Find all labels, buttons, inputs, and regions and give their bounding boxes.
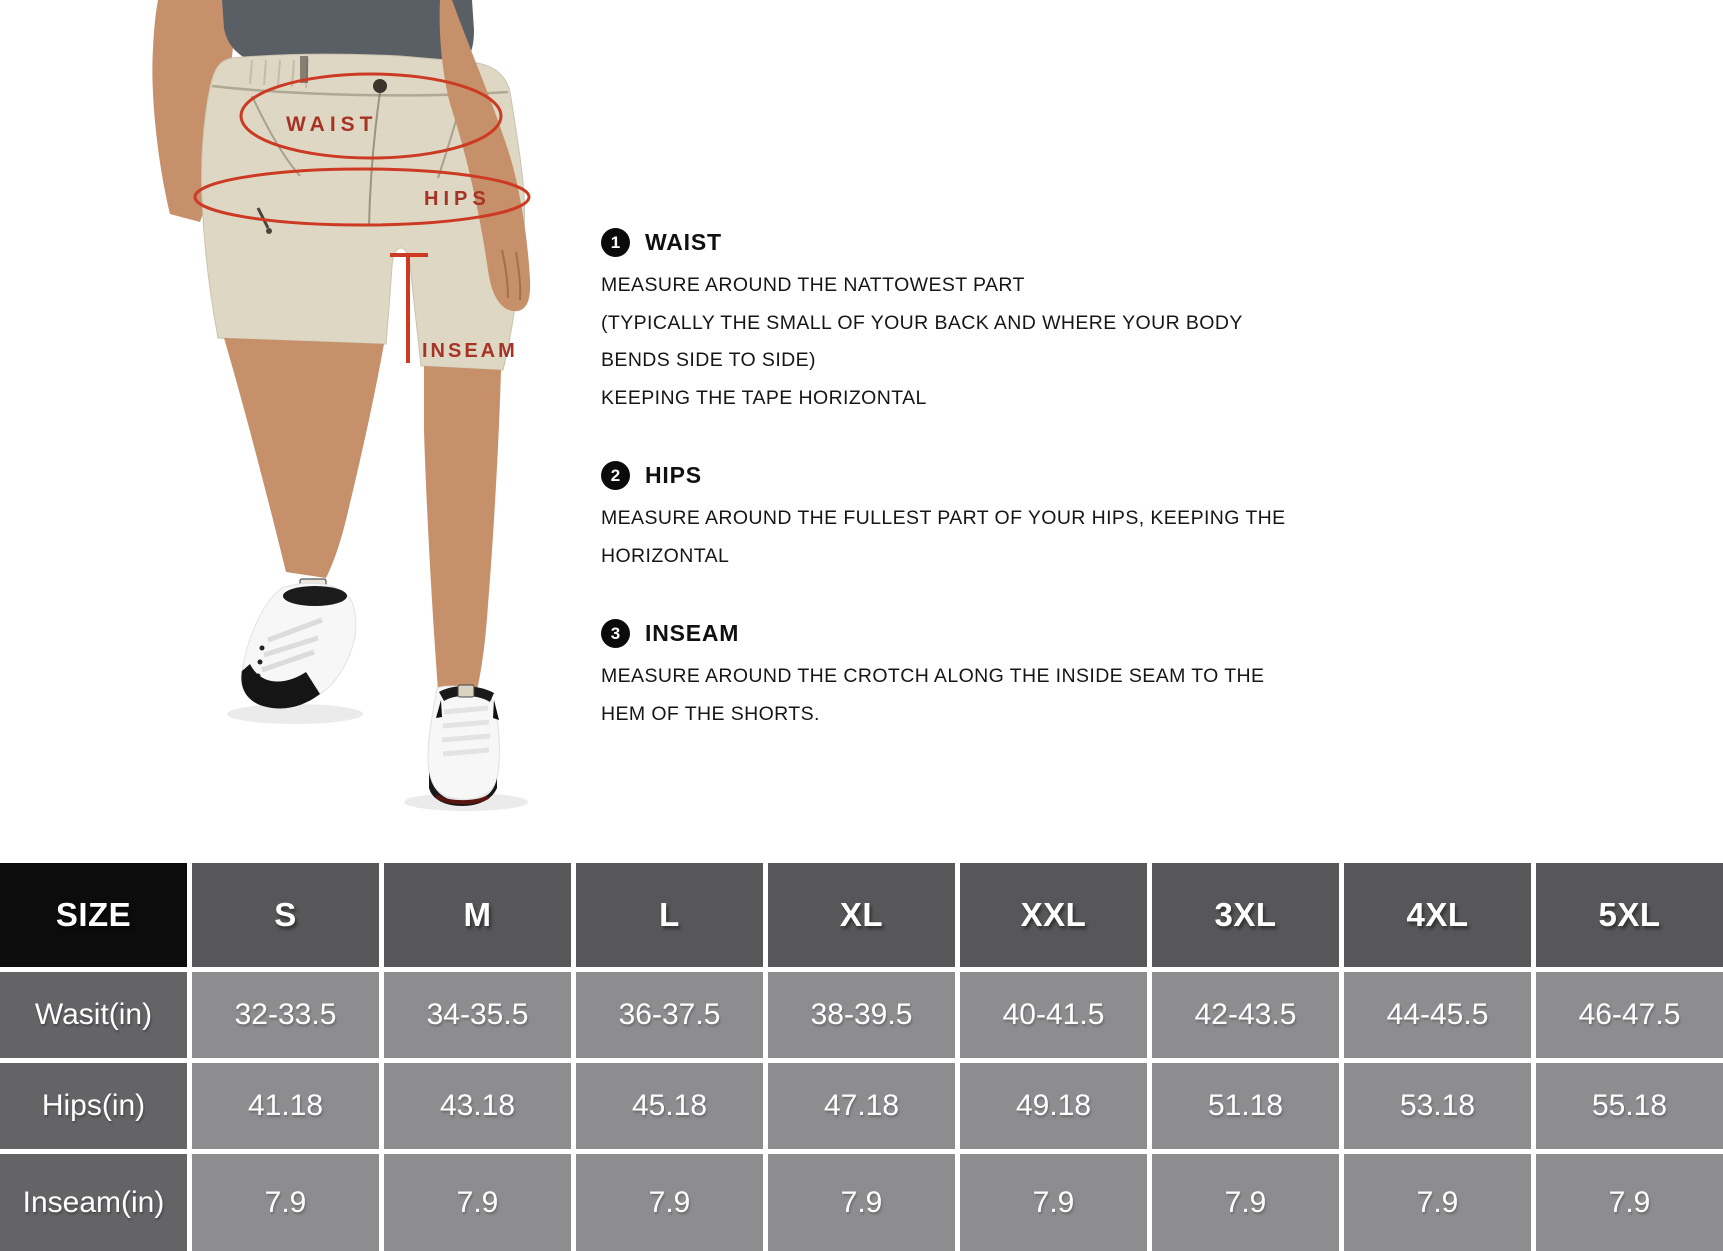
left-shoe-collar: [283, 586, 347, 606]
instruction-title: WAIST: [645, 229, 722, 255]
table-cell-inseam: 7.9: [576, 1154, 763, 1251]
model-photo: [0, 0, 620, 830]
step-number-badge: 1: [601, 228, 630, 257]
table-cell-waist: 40-41.5: [960, 972, 1147, 1058]
table-cell-inseam: 7.9: [960, 1154, 1147, 1251]
instruction-line: MEASURE AROUND THE NATTOWEST PART: [601, 274, 1025, 296]
table-cell-hips: 47.18: [768, 1063, 955, 1149]
table-cell-waist: 44-45.5: [1344, 972, 1531, 1058]
instruction-section-hips: [601, 461, 1431, 575]
zipper-pull-dot: [266, 228, 272, 234]
instruction-line: MEASURE AROUND THE CROTCH ALONG THE INSIDE SEAM TO THE: [601, 665, 1265, 687]
step-number-badge: 3: [601, 619, 630, 648]
table-cell-hips: 53.18: [1344, 1063, 1531, 1149]
table-cell-waist: 32-33.5: [192, 972, 379, 1058]
hips-measure-label: HIPS: [424, 188, 491, 210]
table-cell-hips: 55.18: [1536, 1063, 1723, 1149]
table-cell-inseam: 7.9: [384, 1154, 571, 1251]
model-right-leg: [424, 366, 501, 694]
table-row-label-inseam: Inseam(in): [0, 1154, 187, 1251]
instruction-line: HEM OF THE SHORTS.: [601, 702, 820, 725]
size-column-header: 3XL: [1152, 863, 1339, 967]
size-column-header: XXL: [960, 863, 1147, 967]
table-cell-inseam: 7.9: [768, 1154, 955, 1251]
instruction-title: INSEAM: [645, 620, 740, 646]
instruction-line: MEASURE AROUND THE FULLEST PART OF YOUR HIPS, KEEPING THE: [601, 507, 1286, 529]
instruction-title: HIPS: [645, 462, 702, 488]
table-cell-hips: 51.18: [1152, 1063, 1339, 1149]
size-column-header: 4XL: [1344, 863, 1531, 967]
size-column-header: L: [576, 863, 763, 967]
waist-measure-label: WAIST: [286, 113, 378, 136]
instruction-line: (TYPICALLY THE SMALL OF YOUR BACK AND WHERE YOUR BODY: [601, 311, 1243, 334]
table-row-label-waist: Wasit(in): [0, 972, 187, 1058]
size-chart-table: [0, 858, 1723, 1246]
size-column-header: 5XL: [1536, 863, 1723, 967]
step-number-badge: 2: [601, 461, 630, 490]
left-shoe-eyelet: [260, 646, 265, 651]
instruction-line: KEEPING THE TAPE HORIZONTAL: [601, 386, 927, 409]
left-shoe-eyelet: [258, 660, 263, 665]
measuring-instructions: [601, 228, 1431, 777]
instruction-line: HORIZONTAL: [601, 544, 730, 567]
table-cell-inseam: 7.9: [1152, 1154, 1339, 1251]
instruction-section-inseam: [601, 619, 1431, 733]
instruction-line: BENDS SIDE TO SIDE): [601, 349, 816, 371]
table-cell-waist: 36-37.5: [576, 972, 763, 1058]
right-shoe: [428, 686, 499, 799]
right-shoe-tongue-tag: [458, 685, 474, 697]
table-row-label-hips: Hips(in): [0, 1063, 187, 1149]
table-cell-hips: 49.18: [960, 1063, 1147, 1149]
table-cell-hips: 45.18: [576, 1063, 763, 1149]
shorts-button: [373, 79, 387, 93]
table-cell-waist: 38-39.5: [768, 972, 955, 1058]
shoe-shadow: [227, 704, 363, 724]
model-left-leg: [224, 338, 384, 578]
table-cell-hips: 41.18: [192, 1063, 379, 1149]
instruction-section-waist: [601, 228, 1431, 417]
size-column-header: S: [192, 863, 379, 967]
size-table-corner-header: SIZE: [0, 863, 187, 967]
size-column-header: XL: [768, 863, 955, 967]
table-cell-waist: 46-47.5: [1536, 972, 1723, 1058]
table-cell-waist: 42-43.5: [1152, 972, 1339, 1058]
table-cell-hips: 43.18: [384, 1063, 571, 1149]
table-cell-inseam: 7.9: [1344, 1154, 1531, 1251]
inseam-measure-label: INSEAM: [422, 340, 518, 362]
table-cell-inseam: 7.9: [192, 1154, 379, 1251]
table-cell-inseam: 7.9: [1536, 1154, 1723, 1251]
size-column-header: M: [384, 863, 571, 967]
table-cell-waist: 34-35.5: [384, 972, 571, 1058]
